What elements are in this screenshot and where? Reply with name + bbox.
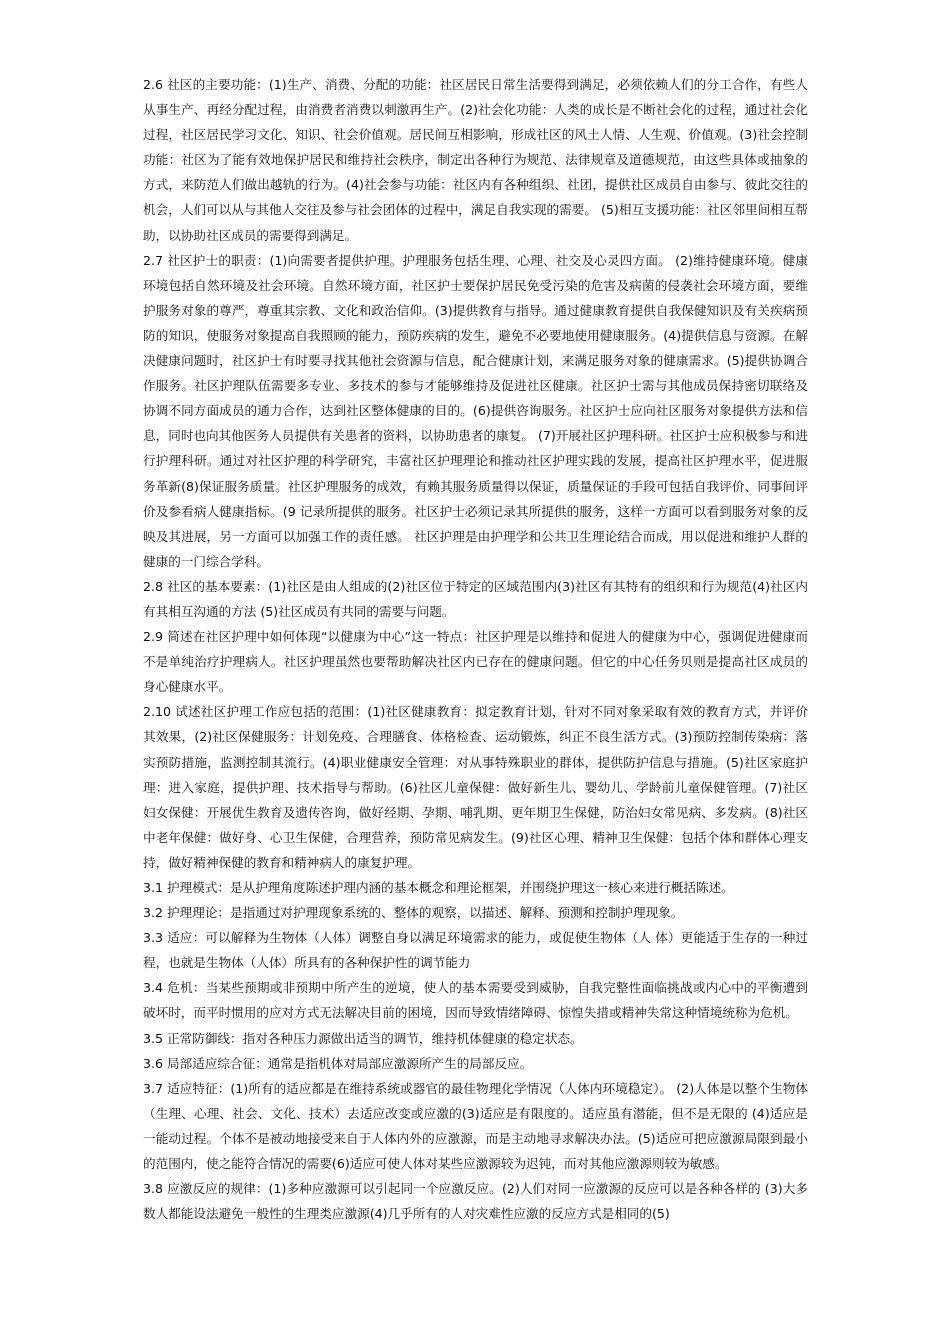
paragraph-2-10-community-nursing-scope: 2.10 试述社区护理工作应包括的范围：(1)社区健康教育：拟定教育计划，针对不同对象采取有效的教育方式，并评价其效果，(2)社区保健服务：计划免疫、合理膳食、体格检查、运动锻炼，纠正不良生活方式。(3)预防控制传染病：落实预防措施，监测控制其流行。(4)职业健康安全管理：对从事特殊职业的群体，提供防护信息与措施。(5)社区家庭护理：进入家庭，提供护理、技术指导与帮助。(6)社区儿童保健：做好新生儿、婴幼儿、学龄前儿童保健管理。(7)社区妇女保健：开展优生教育及遗传咨询，做好经期、孕期、哺乳期、更年期卫生保健，防治妇女常见病、多发病。(8)社区中老年保健：做好身、心卫生保健，合理营养，预防常见病发生。(9)社区心理、精神卫生保健：包括个体和群体心理支持，做好精神保健的教育和精神病人的康复护理。: [143, 704, 808, 870]
paragraph-3-3-adaptation: 3.3 适应：可以解释为生物体（人体）调整自身以满足环境需求的能力，或促使生物体（人 体）更能适于生存的一种过程，也就是生物体（人体）所具有的各种保护性的调节能力: [143, 930, 808, 971]
paragraph-3-6-local-adaptation-syndrome: 3.6 局部适应综合征：通常是指机体对局部应激源所产生的局部反应。: [143, 1055, 533, 1071]
paragraph-3-7-adaptation-features: 3.7 适应特征：(1)所有的适应都是在维持系统或器官的最佳物理化学情况（人体内环境稳定）。 (2)人体是以整个生物体（生理、心理、社会、文化、技术）去适应改变或应激的(3)适应是有限度的。适应虽有潜能，但不是无限的 (4)适应是一能动过程。个体不是被动地接受来自于人体内外的应激源，而是主动地寻求解决办法。(5)适应可把应激源局限到最小的范围内，使之能符合情况的需要(6)适应可使人体对某些应激源较为迟钝，而对其他应激源则较为敏感。: [143, 1080, 808, 1172]
paragraph-2-8-community-elements: 2.8 社区的基本要素：(1)社区是由人组成的(2)社区位于特定的区域范围内(3)社区有其特有的组织和行为规范(4)社区内有其相互沟通的方法 (5)社区成员有共同的需要与问题。: [143, 578, 808, 619]
paragraph-3-2-nursing-theory: 3.2 护理理论：是指通过对护理现象系统的、整体的观察，以描述、解释、预测和控制护理现象。: [143, 905, 684, 921]
paragraph-2-6-community-functions: 2.6 社区的主要功能：(1)生产、消费、分配的功能：社区居民日常生活要得到满足，必须依赖人们的分工合作，有些人从事生产、再经分配过程，由消费者消费以刺激再生产。(2)社会化功能：人类的成长是不断社会化的过程，通过社会化过程，社区居民学习文化、知识、社会价值观。居民间互相影响，形成社区的风土人情、人生观、价值观。(3)社会控制功能：社区为了能有效地保护居民和维持社会秩序，制定出各种行为规范、法律规章及道德规范，由这些具体或抽象的方式，来防范人们做出越轨的行为。(4)社会参与功能：社区内有各种组织、社团，提供社区成员自由参与、彼此交往的机会，人们可以从与其他人交往及参与社会团体的过程中，满足自我实现的需要。 (5)相互支援功能：社区邻里间相互帮助，以协助社区成员的需要得到满足。: [143, 77, 808, 243]
paragraph-2-9-health-centered: 2.9 简述在社区护理中如何体现“以健康为中心”这一特点：社区护理是以维持和促进人的健康为中心，强调促进健康而不是单纯治疗护理病人。社区护理虽然也要帮助解决社区内已存在的健康问题。但它的中心任务贝则是提高社区成员的身心健康水平。: [143, 629, 808, 695]
paragraph-3-5-normal-defense-line: 3.5 正常防御线：指对各种压力源做出适当的调节，维持机体健康的稳定状态。: [143, 1030, 583, 1046]
document-body: [143, 72, 808, 1322]
paragraph-3-1-nursing-model: 3.1 护理模式：是从护理角度陈述护理内涵的基本概念和理论框架，并围绕护理这一核心来进行概括陈述。: [143, 880, 734, 895]
paragraph-2-7-community-nurse-duties: 2.7 社区护士的职责：(1)向需要者提供护理。护理服务包括生理、心理、社交及心灵四方面。 (2)维持健康环境。健康环境包括自然环境及社会环境。自然环境方面，社区护士要保护居民免受污染的危害及病菌的侵袭社会环境方面，要维护服务对象的尊严，尊重其宗教、文化和政治信仰。(3)提供教育与指导。通过健康教育提供自我保健知识及有关疾病预防的知识，使服务对象提高自我照顾的能力，预防疾病的发生，避免不必要地使用健康服务。(4)提供信息与资源。在解决健康问题时，社区护士有时要寻找其他社会资源与信息，配合健康计划，来满足服务对象的健康需求。(5)提供协调合作服务。社区护理队伍需要多专业、多技术的参与才能够维持及促进社区健康。社区护士需与其他成员保持密切联络及协调不同方面成员的通力合作，达到社区整体健康的目的。(6)提供咨询服务。社区护士应向社区服务对象提供方法和信息，同时也向其他医务人员提供有关患者的资料，以协助患者的康复。 (7)开展社区护理科研。社区护士应积极参与和进行护理科研。通过对社区护理的科学研究，丰富社区护理理论和推动社区护理实践的发展，提高社区护理水平，促进服务革新(8)保证服务质量。社区护理服务的成效，有赖其服务质量得以保证，质量保证的手段可包括自我评价、同事间评价及参看病人健康指标。(9 记录所提供的服务。社区护士必须记录其所提供的服务，这样一方面可以看到服务对象的反映及其进展，另一方面可以加强工作的责任感。 社区护理是由护理学和公共卫生理论结合而成，用以促进和维护人群的健康的一门综合学科。: [143, 252, 808, 569]
paragraph-3-8-stress-response-rules: 3.8 应激反应的规律：(1)多种应激源可以引起同一个应激反应。(2)人们对同一应激源的反应可以是各种各样的 (3)大多数人都能设法避免一般性的生理类应激源(4)几乎所有的人对灾难性应激的反应方式是相同的(5): [143, 1181, 808, 1222]
paragraph-3-4-crisis: 3.4 危机：当某些预期或非预期中所产生的逆境，使人的基本需要受到威胁，自我完整性面临挑战或内心中的平衡遭到破坏时，而平时惯用的应对方式无法解决目前的困境，因而导致情绪障碍、惊惶失措或精神失常这种情境统称为危机。: [143, 980, 808, 1021]
